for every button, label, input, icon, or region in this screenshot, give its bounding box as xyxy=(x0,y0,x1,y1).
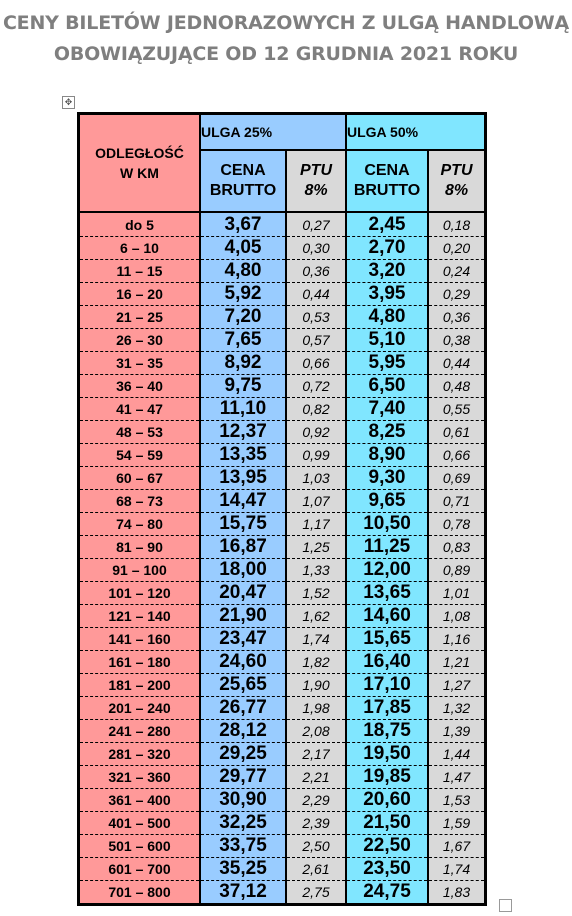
price-50-cell: 21,50 xyxy=(346,812,428,835)
fare-table xyxy=(77,112,487,906)
table-row xyxy=(79,421,486,444)
table-row xyxy=(79,651,486,674)
distance-cell: 41 – 47 xyxy=(79,398,201,421)
price-50-cell: 13,65 xyxy=(346,582,428,605)
header-cena-25-line2: BRUTTO xyxy=(209,182,277,199)
price-25-cell: 4,05 xyxy=(200,237,286,260)
header-cena-50-line1: CENA xyxy=(364,162,410,179)
header-ptu-25 xyxy=(286,150,346,212)
header-distance xyxy=(79,114,201,213)
vat-50-cell: 1,08 xyxy=(428,605,486,628)
header-distance-line1: ODLEGŁOŚĆ xyxy=(95,145,184,161)
distance-cell: 281 – 320 xyxy=(79,743,201,766)
vat-25-cell: 2,21 xyxy=(286,766,346,789)
price-50-cell: 17,85 xyxy=(346,697,428,720)
vat-50-cell: 0,18 xyxy=(428,212,486,237)
page-title-line-2: OBOWIĄZUJĄCE OD 12 GRUDNIA 2021 ROKU xyxy=(53,43,519,65)
price-25-cell: 5,92 xyxy=(200,283,286,306)
distance-cell: 361 – 400 xyxy=(79,789,201,812)
vat-50-cell: 1,67 xyxy=(428,835,486,858)
move-icon[interactable]: ✥ xyxy=(62,96,75,109)
vat-50-cell: 0,55 xyxy=(428,398,486,421)
price-50-cell: 8,25 xyxy=(346,421,428,444)
price-25-cell: 12,37 xyxy=(200,421,286,444)
distance-cell: 54 – 59 xyxy=(79,444,201,467)
distance-cell: 121 – 140 xyxy=(79,605,201,628)
price-50-cell: 2,45 xyxy=(346,212,428,237)
vat-50-cell: 0,83 xyxy=(428,536,486,559)
table-row xyxy=(79,720,486,743)
price-25-cell: 16,87 xyxy=(200,536,286,559)
vat-25-cell: 2,08 xyxy=(286,720,346,743)
price-25-cell: 30,90 xyxy=(200,789,286,812)
distance-cell: 21 – 25 xyxy=(79,306,201,329)
price-25-cell: 29,77 xyxy=(200,766,286,789)
price-25-cell: 25,65 xyxy=(200,674,286,697)
price-25-cell: 18,00 xyxy=(200,559,286,582)
table-row xyxy=(79,674,486,697)
header-ptu-25-line1: PTU xyxy=(300,162,332,179)
distance-cell: 31 – 35 xyxy=(79,352,201,375)
distance-cell: 16 – 20 xyxy=(79,283,201,306)
distance-cell: do 5 xyxy=(79,212,201,237)
price-50-cell: 23,50 xyxy=(346,858,428,881)
vat-25-cell: 0,53 xyxy=(286,306,346,329)
header-ptu-25-line2: 8% xyxy=(304,182,328,199)
price-25-cell: 11,10 xyxy=(200,398,286,421)
vat-50-cell: 0,20 xyxy=(428,237,486,260)
vat-50-cell: 0,89 xyxy=(428,559,486,582)
distance-cell: 74 – 80 xyxy=(79,513,201,536)
header-cena-50-line2: BRUTTO xyxy=(353,182,421,199)
distance-cell: 401 – 500 xyxy=(79,812,201,835)
vat-50-cell: 1,39 xyxy=(428,720,486,743)
table-row xyxy=(79,212,486,237)
distance-cell: 11 – 15 xyxy=(79,260,201,283)
distance-cell: 68 – 73 xyxy=(79,490,201,513)
distance-cell: 26 – 30 xyxy=(79,329,201,352)
price-50-cell: 9,65 xyxy=(346,490,428,513)
table-row xyxy=(79,306,486,329)
vat-25-cell: 1,25 xyxy=(286,536,346,559)
vat-50-cell: 1,74 xyxy=(428,858,486,881)
price-50-cell: 20,60 xyxy=(346,789,428,812)
vat-25-cell: 1,82 xyxy=(286,651,346,674)
table-row xyxy=(79,352,486,375)
vat-25-cell: 1,33 xyxy=(286,559,346,582)
table-row xyxy=(79,697,486,720)
price-50-cell: 4,80 xyxy=(346,306,428,329)
table-row xyxy=(79,559,486,582)
vat-25-cell: 0,30 xyxy=(286,237,346,260)
table-row xyxy=(79,260,486,283)
distance-cell: 141 – 160 xyxy=(79,628,201,651)
price-25-cell: 14,47 xyxy=(200,490,286,513)
distance-cell: 201 – 240 xyxy=(79,697,201,720)
vat-50-cell: 1,01 xyxy=(428,582,486,605)
vat-25-cell: 0,92 xyxy=(286,421,346,444)
price-25-cell: 7,20 xyxy=(200,306,286,329)
table-row xyxy=(79,605,486,628)
vat-25-cell: 0,27 xyxy=(286,212,346,237)
table-row xyxy=(79,835,486,858)
distance-cell: 701 – 800 xyxy=(79,881,201,905)
price-25-cell: 13,95 xyxy=(200,467,286,490)
vat-50-cell: 1,44 xyxy=(428,743,486,766)
vat-50-cell: 0,78 xyxy=(428,513,486,536)
distance-cell: 501 – 600 xyxy=(79,835,201,858)
vat-25-cell: 0,36 xyxy=(286,260,346,283)
price-50-cell: 24,75 xyxy=(346,881,428,905)
vat-50-cell: 0,66 xyxy=(428,444,486,467)
vat-25-cell: 0,44 xyxy=(286,283,346,306)
price-50-cell: 17,10 xyxy=(346,674,428,697)
vat-50-cell: 1,21 xyxy=(428,651,486,674)
price-25-cell: 7,65 xyxy=(200,329,286,352)
vat-25-cell: 2,17 xyxy=(286,743,346,766)
header-ptu-50-line2: 8% xyxy=(444,182,469,199)
vat-50-cell: 0,29 xyxy=(428,283,486,306)
price-25-cell: 37,12 xyxy=(200,881,286,905)
table-row xyxy=(79,766,486,789)
price-25-cell: 15,75 xyxy=(200,513,286,536)
vat-25-cell: 2,29 xyxy=(286,789,346,812)
table-row xyxy=(79,881,486,905)
distance-cell: 6 – 10 xyxy=(79,237,201,260)
vat-50-cell: 0,44 xyxy=(428,352,486,375)
price-25-cell: 28,12 xyxy=(200,720,286,743)
price-25-cell: 9,75 xyxy=(200,375,286,398)
distance-cell: 601 – 700 xyxy=(79,858,201,881)
vat-25-cell: 2,61 xyxy=(286,858,346,881)
distance-cell: 241 – 280 xyxy=(79,720,201,743)
table-row xyxy=(79,398,486,421)
price-50-cell: 22,50 xyxy=(346,835,428,858)
distance-cell: 91 – 100 xyxy=(79,559,201,582)
vat-50-cell: 1,59 xyxy=(428,812,486,835)
vat-50-cell: 1,47 xyxy=(428,766,486,789)
price-25-cell: 23,47 xyxy=(200,628,286,651)
distance-cell: 60 – 67 xyxy=(79,467,201,490)
vat-25-cell: 0,82 xyxy=(286,398,346,421)
price-50-cell: 9,30 xyxy=(346,467,428,490)
vat-25-cell: 1,03 xyxy=(286,467,346,490)
vat-25-cell: 2,50 xyxy=(286,835,346,858)
price-25-cell: 24,60 xyxy=(200,651,286,674)
distance-cell: 81 – 90 xyxy=(79,536,201,559)
vat-25-cell: 2,39 xyxy=(286,812,346,835)
header-ptu-50-line1: PTU xyxy=(440,162,473,179)
price-50-cell: 12,00 xyxy=(346,559,428,582)
distance-cell: 36 – 40 xyxy=(79,375,201,398)
vat-25-cell: 1,74 xyxy=(286,628,346,651)
vat-25-cell: 0,72 xyxy=(286,375,346,398)
header-distance-line2: W KM xyxy=(120,165,159,181)
vat-50-cell: 0,36 xyxy=(428,306,486,329)
price-25-cell: 13,35 xyxy=(200,444,286,467)
table-row xyxy=(79,237,486,260)
vat-50-cell: 1,16 xyxy=(428,628,486,651)
price-25-cell: 33,75 xyxy=(200,835,286,858)
table-row xyxy=(79,490,486,513)
price-50-cell: 10,50 xyxy=(346,513,428,536)
vat-25-cell: 0,66 xyxy=(286,352,346,375)
price-50-cell: 19,85 xyxy=(346,766,428,789)
price-50-cell: 19,50 xyxy=(346,743,428,766)
price-25-cell: 8,92 xyxy=(200,352,286,375)
price-50-cell: 8,90 xyxy=(346,444,428,467)
vat-50-cell: 1,83 xyxy=(428,881,486,905)
vat-50-cell: 0,24 xyxy=(428,260,486,283)
price-50-cell: 18,75 xyxy=(346,720,428,743)
distance-cell: 321 – 360 xyxy=(79,766,201,789)
price-25-cell: 35,25 xyxy=(200,858,286,881)
vat-25-cell: 1,52 xyxy=(286,582,346,605)
price-50-cell: 5,10 xyxy=(346,329,428,352)
table-row xyxy=(79,513,486,536)
table-row xyxy=(79,789,486,812)
price-50-cell: 7,40 xyxy=(346,398,428,421)
price-50-cell: 5,95 xyxy=(346,352,428,375)
price-50-cell: 3,20 xyxy=(346,260,428,283)
vat-50-cell: 1,27 xyxy=(428,674,486,697)
price-25-cell: 32,25 xyxy=(200,812,286,835)
price-50-cell: 16,40 xyxy=(346,651,428,674)
price-50-cell: 2,70 xyxy=(346,237,428,260)
table-row xyxy=(79,536,486,559)
vat-50-cell: 0,48 xyxy=(428,375,486,398)
header-group-25: ULGA 25% xyxy=(200,114,346,151)
header-cena-50 xyxy=(346,150,428,212)
vat-25-cell: 2,75 xyxy=(286,881,346,905)
page-title-line-1: CENY BILETÓW JEDNORAZOWYCH Z ULGĄ HANDLOWĄ xyxy=(2,12,570,34)
vat-50-cell: 1,32 xyxy=(428,697,486,720)
table-row xyxy=(79,812,486,835)
vat-50-cell: 0,61 xyxy=(428,421,486,444)
price-50-cell: 3,95 xyxy=(346,283,428,306)
resize-handle[interactable] xyxy=(499,899,512,912)
vat-50-cell: 0,69 xyxy=(428,467,486,490)
table-row xyxy=(79,628,486,651)
price-25-cell: 21,90 xyxy=(200,605,286,628)
distance-cell: 48 – 53 xyxy=(79,421,201,444)
vat-50-cell: 1,53 xyxy=(428,789,486,812)
vat-25-cell: 1,90 xyxy=(286,674,346,697)
vat-25-cell: 0,57 xyxy=(286,329,346,352)
vat-25-cell: 0,99 xyxy=(286,444,346,467)
table-row xyxy=(79,582,486,605)
vat-25-cell: 1,17 xyxy=(286,513,346,536)
table-row xyxy=(79,467,486,490)
header-cena-25 xyxy=(200,150,286,212)
price-25-cell: 3,67 xyxy=(200,212,286,237)
table-row xyxy=(79,283,486,306)
table-row xyxy=(79,743,486,766)
header-cena-25-line1: CENA xyxy=(220,162,266,179)
distance-cell: 181 – 200 xyxy=(79,674,201,697)
header-group-50: ULGA 50% xyxy=(346,114,486,151)
vat-25-cell: 1,98 xyxy=(286,697,346,720)
table-row xyxy=(79,375,486,398)
vat-50-cell: 0,38 xyxy=(428,329,486,352)
table-row xyxy=(79,444,486,467)
table-row xyxy=(79,329,486,352)
vat-50-cell: 0,71 xyxy=(428,490,486,513)
vat-25-cell: 1,07 xyxy=(286,490,346,513)
table-row xyxy=(79,858,486,881)
price-50-cell: 6,50 xyxy=(346,375,428,398)
distance-cell: 101 – 120 xyxy=(79,582,201,605)
distance-cell: 161 – 180 xyxy=(79,651,201,674)
price-25-cell: 29,25 xyxy=(200,743,286,766)
price-50-cell: 15,65 xyxy=(346,628,428,651)
price-50-cell: 11,25 xyxy=(346,536,428,559)
price-25-cell: 26,77 xyxy=(200,697,286,720)
header-ptu-50 xyxy=(428,150,486,212)
price-25-cell: 20,47 xyxy=(200,582,286,605)
price-25-cell: 4,80 xyxy=(200,260,286,283)
price-50-cell: 14,60 xyxy=(346,605,428,628)
vat-25-cell: 1,62 xyxy=(286,605,346,628)
